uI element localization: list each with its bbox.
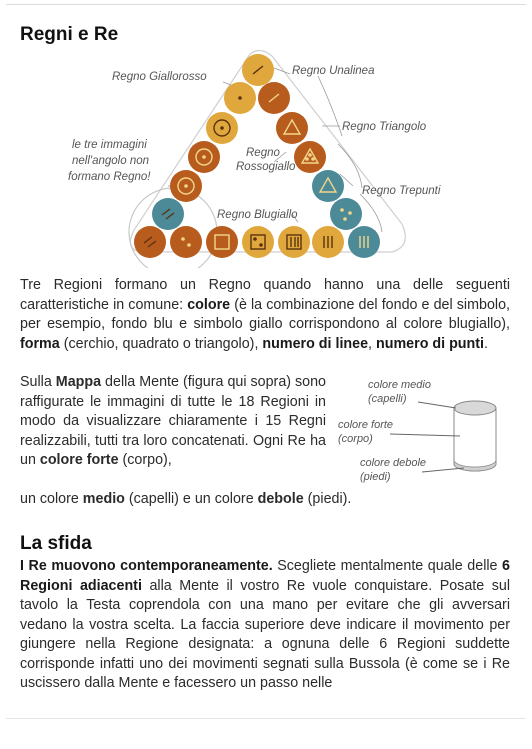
top-border [6,4,526,5]
king-svg [332,376,512,491]
tile-r4 [312,170,344,202]
tile-b6 [312,226,344,258]
note-line-3: formano Regno! [68,171,151,183]
bold-medio: medio [82,491,125,507]
bold-numero-punti: numero di punti [376,335,485,352]
text: (cerchio, quadrato o triangolo), [59,335,263,352]
text: (piedi). [303,491,352,507]
tile-b2 [170,226,202,258]
bold-regioni-adiacenti: 6 Regioni adiacenti [20,558,510,594]
label-trepunti: Regno Trepunti [362,185,441,197]
paragraph-mappa [20,373,326,471]
bold-muovono: I Re muovono contemporaneamente. [20,558,273,574]
tile-l2 [206,112,238,144]
label-rossogiallo-2: Rossogiallo [236,161,296,173]
king-label-medio-1: colore medio [368,379,431,391]
text: un colore [20,491,83,507]
mind-map-svg [60,46,480,268]
bottom-border [6,718,526,719]
label-triangolo: Regno Triangolo [342,121,427,133]
king-body [454,408,496,471]
mind-map-diagram [60,46,480,268]
king-figure [332,376,512,491]
tile-b3 [206,226,238,258]
note-line-1: le tre immagini [72,139,147,151]
label-rossogiallo-1: Regno [246,147,280,159]
text: Sulla [20,374,56,390]
king-label-forte-2: (corpo) [338,433,373,445]
tile-r1 [258,82,290,114]
bold-forma: forma [20,335,60,352]
tile-b5 [278,226,310,258]
section-title-regni-e-re: Regni e Re [20,24,119,45]
note-line-2: nell'angolo non [72,155,150,167]
bold-colore: colore [187,296,231,313]
text: , [368,335,376,352]
king-label-forte-1: colore forte [338,419,394,431]
paragraph-regni [20,276,510,354]
text: Tre Regioni formano un Regno quando hanno una delle seguenti caratteristiche in comune: [20,277,510,313]
section-title-la-sfida: La sfida [20,533,92,554]
king-label-medio-2: (capelli) [368,393,407,405]
bold-colore-forte: colore forte [39,452,119,468]
text: Scegliete mentalmente quale delle [272,558,503,574]
tile-r2 [276,112,308,144]
paragraph-mappa-end [20,490,510,510]
paragraph-sfida [20,557,510,694]
tile-b7 [348,226,380,258]
bold-debole: debole [257,491,304,507]
text: della Mente (figura qui sopra) sono raffigurate le immagini di tutte le 18 Regioni in modo da visualizzare chiaramente i 15 Regni realizzabili, tutti tra loro concatenati. Ogni Re ha un [20,374,327,468]
text: (è la combinazione del fondo e del simbolo, per esempio, fondo blu e simbolo giallo corrispondono al colore blugiallo), [20,296,510,332]
label-unalinea: Regno Unalinea [292,65,375,77]
king-label-debole-2: (piedi) [360,471,391,483]
tile-l3 [188,141,220,173]
tile-l5 [152,198,184,230]
text: (capelli) e un colore [124,491,258,507]
label-blugiallo: Regno Blugiallo [217,209,298,221]
king-head [454,401,496,415]
tile-l1 [224,82,256,114]
tile-b4 [242,226,274,258]
tile-r3 [294,141,326,173]
text: alla Mente il vostro Re vuole conquistare. Posate sul tavolo la Testa coprendola con una mano per evitare che gli avversari vedano la vostra scelta. La faccia superiore deve indicare il movimento per giungere nella Regione designata: a ognuna delle 6 Regioni suddette corrisponde infatti uno dei movimenti segnati sulla Bussola (è come se i Re uscissero dalla Mente e facessero un passo nelle [20,577,510,691]
bold-numero-linee: numero di linee [262,335,369,352]
text: . [484,335,488,352]
tile-top [242,54,274,86]
king-label-debole-1: colore debole [360,457,427,469]
text: (corpo), [118,452,172,468]
label-giallorosso: Regno Giallorosso [112,71,207,83]
tile-l4 [170,170,202,202]
tile-r5 [330,198,362,230]
tile-b1 [134,226,166,258]
bold-mappa: Mappa [55,374,102,390]
